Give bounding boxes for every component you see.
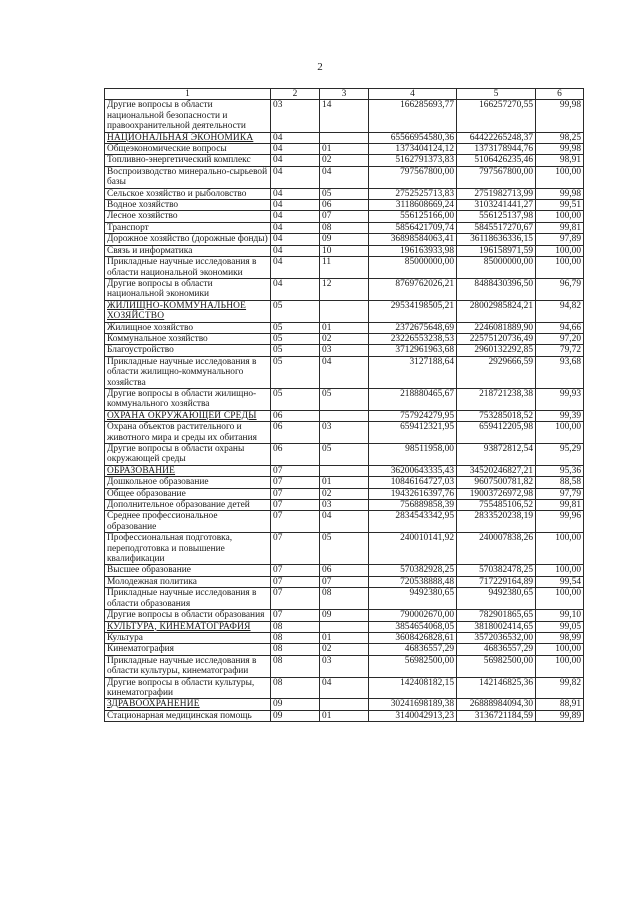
execution-percent: 88,58 [536, 477, 584, 488]
executed-amount: 1373178944,76 [457, 144, 536, 155]
execution-percent: 100,00 [536, 655, 584, 677]
budget-item-name: Общее образование [105, 488, 271, 499]
column-header-1: 1 [105, 89, 271, 100]
table-section-row [105, 132, 584, 143]
approved-amount: 19432616397,76 [369, 488, 457, 499]
table-row [105, 278, 584, 300]
approved-amount: 3608426828,61 [369, 632, 457, 643]
execution-percent: 98,99 [536, 632, 584, 643]
executed-amount: 5106426235,46 [457, 155, 536, 166]
subsection-code: 02 [320, 644, 369, 655]
table-row [105, 500, 584, 511]
execution-percent: 99,93 [536, 388, 584, 410]
execution-percent: 100,00 [536, 211, 584, 222]
subsection-code: 05 [320, 188, 369, 199]
execution-percent: 99,96 [536, 511, 584, 533]
approved-amount: 46836557,29 [369, 644, 457, 655]
approved-amount: 56982500,00 [369, 655, 457, 677]
section-code: 04 [271, 257, 320, 279]
subsection-code: 04 [320, 356, 369, 388]
table-row [105, 511, 584, 533]
execution-percent: 94,66 [536, 322, 584, 333]
table-row [105, 422, 584, 444]
budget-item-name: Охрана объектов растительного и животного мира и среды их обитания [105, 422, 271, 444]
executed-amount: 9492380,65 [457, 588, 536, 610]
executed-amount: 34520246827,21 [457, 465, 536, 476]
subsection-code: 14 [320, 100, 369, 132]
section-code: 07 [271, 500, 320, 511]
section-code: 04 [271, 278, 320, 300]
table-row [105, 444, 584, 466]
approved-amount: 5162791373,83 [369, 155, 457, 166]
approved-amount: 9492380,65 [369, 588, 457, 610]
executed-amount: 166257270,55 [457, 100, 536, 132]
section-code: 07 [271, 488, 320, 499]
execution-percent: 99,51 [536, 200, 584, 211]
budget-item-name: Другие вопросы в области культуры, кинематографии [105, 677, 271, 699]
section-code: 05 [271, 388, 320, 410]
budget-item-name: Молодежная политика [105, 576, 271, 587]
section-code: 07 [271, 576, 320, 587]
execution-percent: 88,91 [536, 699, 584, 710]
table-row [105, 533, 584, 565]
subsection-code: 01 [320, 632, 369, 643]
executed-amount: 797567800,00 [457, 166, 536, 188]
approved-amount: 30241698189,38 [369, 699, 457, 710]
section-code: 04 [271, 188, 320, 199]
execution-percent: 99,89 [536, 710, 584, 721]
executed-amount: 36118636336,15 [457, 234, 536, 245]
subsection-code: 02 [320, 155, 369, 166]
execution-percent: 100,00 [536, 422, 584, 444]
executed-amount: 659412205,98 [457, 422, 536, 444]
budget-item-name: Связь и информатика [105, 245, 271, 256]
approved-amount: 2834543342,95 [369, 511, 457, 533]
section-code: 07 [271, 465, 320, 476]
execution-percent: 100,00 [536, 166, 584, 188]
execution-percent: 100,00 [536, 533, 584, 565]
section-code: 06 [271, 410, 320, 421]
budget-execution-table [104, 88, 584, 722]
executed-amount: 9607500781,82 [457, 477, 536, 488]
table-row [105, 477, 584, 488]
section-code: 04 [271, 245, 320, 256]
section-code: 07 [271, 610, 320, 621]
subsection-code: 05 [320, 388, 369, 410]
budget-item-name: Культура [105, 632, 271, 643]
approved-amount: 36898584063,41 [369, 234, 457, 245]
approved-amount: 85000000,00 [369, 257, 457, 279]
approved-amount: 556125166,00 [369, 211, 457, 222]
table-row [105, 166, 584, 188]
section-code: 07 [271, 588, 320, 610]
executed-amount: 93872812,54 [457, 444, 536, 466]
section-code: 05 [271, 300, 320, 322]
execution-percent: 79,72 [536, 345, 584, 356]
budget-item-name: Прикладные научные исследования в области культуры, кинематографии [105, 655, 271, 677]
budget-item-name: Профессиональная подготовка, переподготовка и повышение квалификации [105, 533, 271, 565]
approved-amount: 3712961963,68 [369, 345, 457, 356]
budget-item-name: Лесное хозяйство [105, 211, 271, 222]
executed-amount: 2833520238,19 [457, 511, 536, 533]
subsection-code: 06 [320, 200, 369, 211]
execution-percent: 94,82 [536, 300, 584, 322]
subsection-code: 04 [320, 677, 369, 699]
table-row [105, 322, 584, 333]
section-code: 08 [271, 655, 320, 677]
executed-amount: 46836557,29 [457, 644, 536, 655]
section-code: 07 [271, 511, 320, 533]
executed-amount: 8488430396,50 [457, 278, 536, 300]
section-code: 08 [271, 632, 320, 643]
budget-item-name: Прикладные научные исследования в области образования [105, 588, 271, 610]
table-row [105, 144, 584, 155]
table-row [105, 257, 584, 279]
table-row [105, 245, 584, 256]
executed-amount: 755485106,52 [457, 500, 536, 511]
table-row [105, 222, 584, 233]
section-code: 03 [271, 100, 320, 132]
section-code: 04 [271, 200, 320, 211]
approved-amount: 756889858,39 [369, 500, 457, 511]
table-section-row [105, 410, 584, 421]
table-section-row [105, 300, 584, 322]
budget-item-name: Стационарная медицинская помощь [105, 710, 271, 721]
budget-item-name: Другие вопросы в области национальной безопасности и правоохранительной деятельности [105, 100, 271, 132]
subsection-code: 09 [320, 610, 369, 621]
section-code: 04 [271, 222, 320, 233]
budget-item-name: Другие вопросы в области национальной экономики [105, 278, 271, 300]
executed-amount: 5845517270,67 [457, 222, 536, 233]
section-code: 07 [271, 565, 320, 576]
subsection-code: 07 [320, 211, 369, 222]
executed-amount: 56982500,00 [457, 655, 536, 677]
budget-item-name: Транспорт [105, 222, 271, 233]
table-row [105, 188, 584, 199]
approved-amount: 2752525713,83 [369, 188, 457, 199]
table-row [105, 710, 584, 721]
section-code: 08 [271, 677, 320, 699]
approved-amount: 10846164727,03 [369, 477, 457, 488]
budget-item-name: Коммунальное хозяйство [105, 333, 271, 344]
executed-amount: 2960132292,85 [457, 345, 536, 356]
approved-amount: 142408182,15 [369, 677, 457, 699]
executed-amount: 26888984094,30 [457, 699, 536, 710]
executed-amount: 64422265248,37 [457, 132, 536, 143]
table-row [105, 345, 584, 356]
execution-percent: 99,98 [536, 188, 584, 199]
execution-percent: 100,00 [536, 588, 584, 610]
subsection-code: 01 [320, 477, 369, 488]
approved-amount: 790002670,00 [369, 610, 457, 621]
execution-percent: 98,91 [536, 155, 584, 166]
subsection-code: 11 [320, 257, 369, 279]
approved-amount: 659412321,95 [369, 422, 457, 444]
subsection-code [320, 132, 369, 143]
section-code: 04 [271, 144, 320, 155]
execution-percent: 93,68 [536, 356, 584, 388]
executed-amount: 782901865,65 [457, 610, 536, 621]
execution-percent: 99,82 [536, 677, 584, 699]
section-code: 05 [271, 356, 320, 388]
approved-amount: 196163933,98 [369, 245, 457, 256]
executed-amount: 142146825,36 [457, 677, 536, 699]
approved-amount: 5856421709,74 [369, 222, 457, 233]
section-code: 08 [271, 644, 320, 655]
approved-amount: 36200643335,43 [369, 465, 457, 476]
budget-item-name: Воспроизводство минерально-сырьевой базы [105, 166, 271, 188]
approved-amount: 720538888,48 [369, 576, 457, 587]
subsection-code: 03 [320, 500, 369, 511]
section-code: 05 [271, 345, 320, 356]
table-row [105, 610, 584, 621]
execution-percent: 99,39 [536, 410, 584, 421]
section-code: 04 [271, 211, 320, 222]
subsection-code: 06 [320, 565, 369, 576]
approved-amount: 65566954580,36 [369, 132, 457, 143]
subsection-code [320, 300, 369, 322]
subsection-code: 10 [320, 245, 369, 256]
budget-item-name: Среднее профессиональное образование [105, 511, 271, 533]
subsection-code: 05 [320, 533, 369, 565]
budget-item-name: Благоустройство [105, 345, 271, 356]
execution-percent: 97,20 [536, 333, 584, 344]
budget-item-name: Общеэкономические вопросы [105, 144, 271, 155]
table-row [105, 644, 584, 655]
execution-percent: 99,54 [536, 576, 584, 587]
approved-amount: 218880465,67 [369, 388, 457, 410]
table-row [105, 565, 584, 576]
approved-amount: 98511958,00 [369, 444, 457, 466]
approved-amount: 3854654068,05 [369, 621, 457, 632]
section-code: 06 [271, 422, 320, 444]
subsection-code: 01 [320, 144, 369, 155]
table-row [105, 155, 584, 166]
budget-item-name: Другие вопросы в области жилищно-коммунального хозяйства [105, 388, 271, 410]
approved-amount: 3118608669,24 [369, 200, 457, 211]
section-code: 07 [271, 533, 320, 565]
subsection-code: 09 [320, 234, 369, 245]
execution-percent: 97,79 [536, 488, 584, 499]
column-header-3: 3 [320, 89, 369, 100]
budget-item-name: Прикладные научные исследования в области жилищно-коммунального хозяйства [105, 356, 271, 388]
subsection-code: 05 [320, 444, 369, 466]
execution-percent: 99,81 [536, 500, 584, 511]
column-number-header-row [105, 89, 584, 100]
execution-percent: 99,98 [536, 144, 584, 155]
table-row [105, 632, 584, 643]
executed-amount: 28002985824,21 [457, 300, 536, 322]
column-header-6: 6 [536, 89, 584, 100]
approved-amount: 2372675648,69 [369, 322, 457, 333]
subsection-code: 01 [320, 322, 369, 333]
budget-item-name: Топливно-энергетический комплекс [105, 155, 271, 166]
executed-amount: 3103241441,27 [457, 200, 536, 211]
subsection-code: 03 [320, 345, 369, 356]
executed-amount: 753285018,52 [457, 410, 536, 421]
budget-item-name: Жилищное хозяйство [105, 322, 271, 333]
executed-amount: 3818002414,65 [457, 621, 536, 632]
executed-amount: 717229164,89 [457, 576, 536, 587]
table-section-row [105, 699, 584, 710]
column-header-2: 2 [271, 89, 320, 100]
budget-item-name: Дошкольное образование [105, 477, 271, 488]
executed-amount: 2929666,59 [457, 356, 536, 388]
section-code: 05 [271, 322, 320, 333]
subsection-code: 12 [320, 278, 369, 300]
budget-item-name: ОБРАЗОВАНИЕ [105, 465, 271, 476]
table-row [105, 488, 584, 499]
table-row [105, 211, 584, 222]
execution-percent: 99,10 [536, 610, 584, 621]
execution-percent: 97,89 [536, 234, 584, 245]
subsection-code: 01 [320, 710, 369, 721]
budget-item-name: НАЦИОНАЛЬНАЯ ЭКОНОМИКА [105, 132, 271, 143]
table-row [105, 576, 584, 587]
approved-amount: 166285693,77 [369, 100, 457, 132]
executed-amount: 3572036532,00 [457, 632, 536, 643]
execution-percent: 96,79 [536, 278, 584, 300]
section-code: 07 [271, 477, 320, 488]
section-code: 04 [271, 155, 320, 166]
approved-amount: 29534198505,21 [369, 300, 457, 322]
executed-amount: 2751982713,99 [457, 188, 536, 199]
column-header-5: 5 [457, 89, 536, 100]
approved-amount: 797567800,00 [369, 166, 457, 188]
execution-percent: 99,05 [536, 621, 584, 632]
execution-percent: 100,00 [536, 257, 584, 279]
table-row [105, 356, 584, 388]
approved-amount: 240010141,92 [369, 533, 457, 565]
table-row [105, 588, 584, 610]
budget-item-name: ЗДРАВООХРАНЕНИЕ [105, 699, 271, 710]
execution-percent: 99,81 [536, 222, 584, 233]
subsection-code [320, 410, 369, 421]
section-code: 09 [271, 710, 320, 721]
execution-percent: 99,98 [536, 100, 584, 132]
section-code: 08 [271, 621, 320, 632]
execution-percent: 100,00 [536, 565, 584, 576]
section-code: 09 [271, 699, 320, 710]
subsection-code [320, 621, 369, 632]
approved-amount: 23226553238,53 [369, 333, 457, 344]
column-header-4: 4 [369, 89, 457, 100]
budget-item-name: Дополнительное образование детей [105, 500, 271, 511]
budget-item-name: Сельское хозяйство и рыболовство [105, 188, 271, 199]
table-row [105, 655, 584, 677]
executed-amount: 22575120736,49 [457, 333, 536, 344]
section-code: 04 [271, 234, 320, 245]
executed-amount: 556125137,98 [457, 211, 536, 222]
budget-item-name: Другие вопросы в области охраны окружающей среды [105, 444, 271, 466]
execution-percent: 95,36 [536, 465, 584, 476]
subsection-code: 07 [320, 576, 369, 587]
budget-item-name: Другие вопросы в области образования [105, 610, 271, 621]
approved-amount: 757924279,95 [369, 410, 457, 421]
approved-amount: 1373404124,12 [369, 144, 457, 155]
section-code: 04 [271, 166, 320, 188]
executed-amount: 570382478,25 [457, 565, 536, 576]
budget-item-name: КУЛЬТУРА, КИНЕМАТОГРАФИЯ [105, 621, 271, 632]
executed-amount: 196158971,59 [457, 245, 536, 256]
executed-amount: 2246081889,90 [457, 322, 536, 333]
budget-item-name: Водное хозяйство [105, 200, 271, 211]
subsection-code [320, 465, 369, 476]
budget-item-name: Дорожное хозяйство (дорожные фонды) [105, 234, 271, 245]
executed-amount: 3136721184,59 [457, 710, 536, 721]
approved-amount: 3127188,64 [369, 356, 457, 388]
budget-item-name: Высшее образование [105, 565, 271, 576]
table-section-row [105, 465, 584, 476]
execution-percent: 100,00 [536, 644, 584, 655]
execution-percent: 100,00 [536, 245, 584, 256]
subsection-code: 04 [320, 511, 369, 533]
table-section-row [105, 621, 584, 632]
subsection-code [320, 699, 369, 710]
subsection-code: 03 [320, 655, 369, 677]
table-row [105, 100, 584, 132]
execution-percent: 98,25 [536, 132, 584, 143]
approved-amount: 3140042913,23 [369, 710, 457, 721]
subsection-code: 08 [320, 588, 369, 610]
subsection-code: 08 [320, 222, 369, 233]
subsection-code: 02 [320, 333, 369, 344]
budget-item-name: ОХРАНА ОКРУЖАЮЩЕЙ СРЕДЫ [105, 410, 271, 421]
subsection-code: 02 [320, 488, 369, 499]
execution-percent: 95,29 [536, 444, 584, 466]
executed-amount: 240007838,26 [457, 533, 536, 565]
section-code: 05 [271, 333, 320, 344]
page-number: 2 [317, 61, 323, 73]
budget-item-name: ЖИЛИЩНО-КОММУНАЛЬНОЕ ХОЗЯЙСТВО [105, 300, 271, 322]
subsection-code: 04 [320, 166, 369, 188]
table-row [105, 677, 584, 699]
approved-amount: 570382928,25 [369, 565, 457, 576]
subsection-code: 03 [320, 422, 369, 444]
budget-item-name: Прикладные научные исследования в области национальной экономики [105, 257, 271, 279]
executed-amount: 85000000,00 [457, 257, 536, 279]
executed-amount: 19003726972,98 [457, 488, 536, 499]
table-row [105, 388, 584, 410]
section-code: 04 [271, 132, 320, 143]
approved-amount: 8769762026,21 [369, 278, 457, 300]
budget-item-name: Кинематография [105, 644, 271, 655]
table-row [105, 333, 584, 344]
table-row [105, 234, 584, 245]
section-code: 06 [271, 444, 320, 466]
table-row [105, 200, 584, 211]
executed-amount: 218721238,38 [457, 388, 536, 410]
